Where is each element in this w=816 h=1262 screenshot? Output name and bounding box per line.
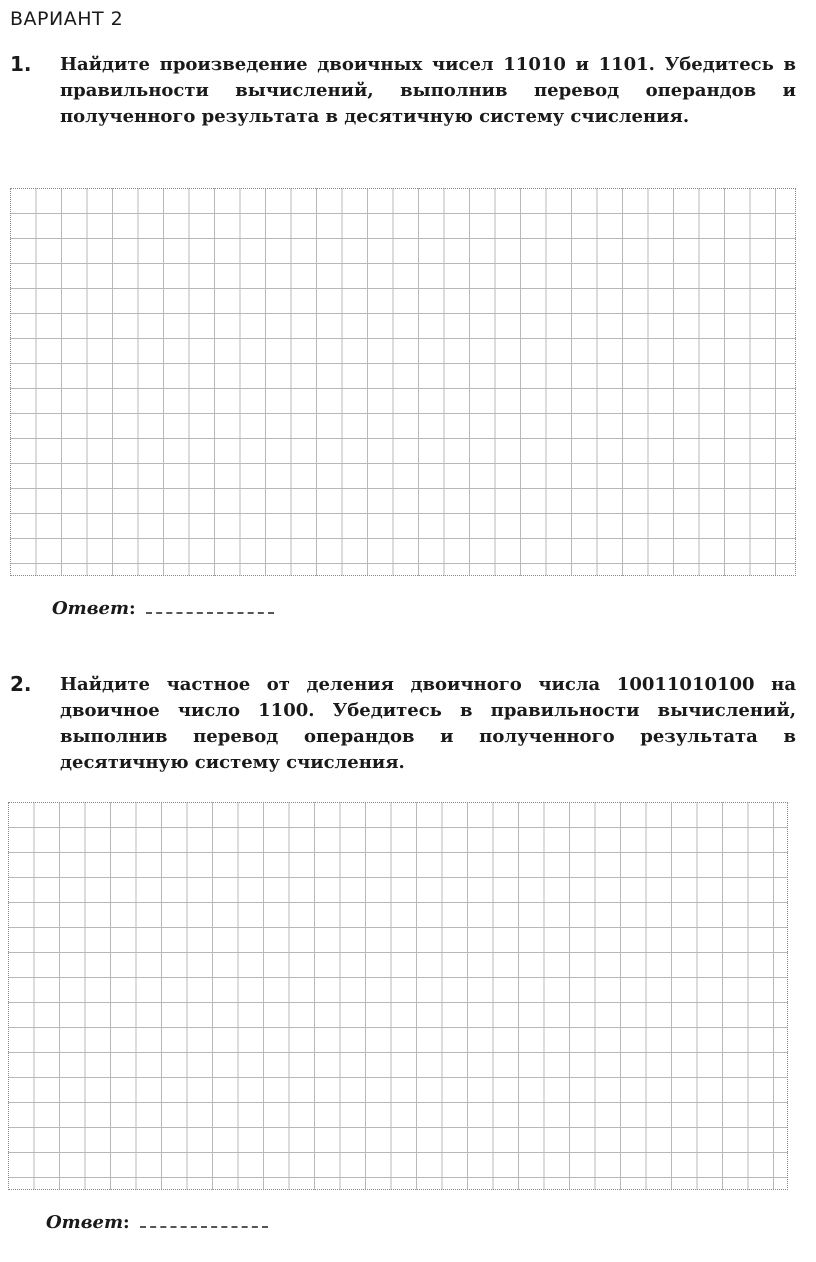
task-2-text: Найдите частное от деления двоичного числа 10011010100 на двоичное число 1100. Убедитесь в правильности вычислений, выполнив перевод операндов и полученного результата в десятичную систему счисления.	[60, 674, 796, 773]
task-2-answer-label: Ответ	[46, 1212, 124, 1233]
task-1-answer-line[interactable]	[146, 600, 274, 614]
task-1-answer-label: Ответ	[52, 598, 130, 619]
task-2-answer-line[interactable]	[140, 1214, 268, 1228]
variant-heading: ВАРИАНТ 2	[10, 8, 124, 30]
task-2-answer: Ответ:	[46, 1212, 268, 1233]
task-2	[10, 672, 796, 782]
task-2-grid[interactable]	[8, 802, 788, 1190]
task-1-grid[interactable]	[10, 188, 796, 576]
task-1-answer: Ответ:	[52, 598, 274, 619]
task-2-number: 2.	[10, 672, 32, 696]
task-1-text: Найдите произведение двоичных чисел 11010 и 1101. Убедитесь в правильности вычислений, выполнив перевод операндов и полученного результата в десятичную систему счисления.	[60, 54, 796, 127]
task-1	[10, 52, 796, 162]
task-1-number: 1.	[10, 52, 32, 76]
